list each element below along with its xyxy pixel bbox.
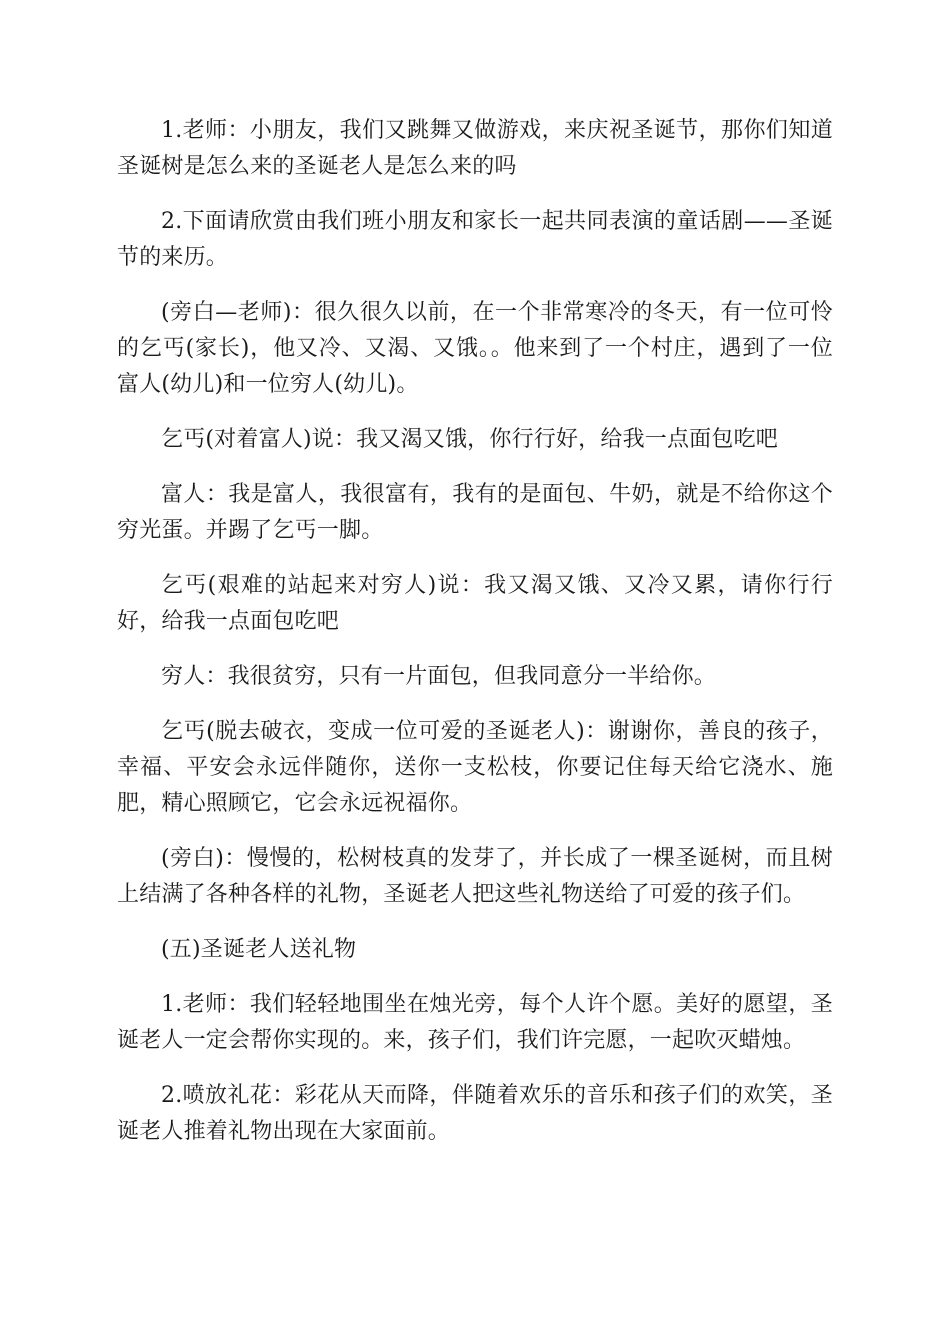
paragraph-play-intro: 2.下面请欣赏由我们班小朋友和家长一起共同表演的童话剧——圣诞节的来历。 (117, 209, 833, 270)
paragraph-rich-reply: 富人：我是富人，我很富有，我有的是面包、牛奶，就是不给你这个穷光蛋。并踢了乞丐一脚。 (117, 482, 833, 543)
section-heading-gifts: (五)圣诞老人送礼物 (161, 937, 357, 962)
paragraph-narration-opening: (旁白—老师)：很久很久以前，在一个非常寒冷的冬天，有一位可怜的乞丐(家长)，他又冷、又渴、又饿。。他来到了一个村庄，遇到了一位富人(幼儿)和一位穷人(幼儿)。 (117, 300, 833, 397)
paragraph-beggar-to-poor: 乞丐(艰难的站起来对穷人)说：我又渴又饿、又冷又累，请你行行好，给我一点面包吃吧 (117, 573, 833, 634)
paragraph-narration-tree: (旁白)：慢慢的，松树枝真的发芽了，并长成了一棵圣诞树，而且树上结满了各种各样的礼物，圣诞老人把这些礼物送给了可爱的孩子们。 (117, 846, 833, 907)
paragraph-teacher-question: 1.老师：小朋友，我们又跳舞又做游戏，来庆祝圣诞节，那你们知道圣诞树是怎么来的圣诞老人是怎么来的吗 (117, 118, 833, 179)
paragraph-beggar-to-rich: 乞丐(对着富人)说：我又渴又饿，你行行好，给我一点面包吃吧 (161, 427, 778, 452)
paragraph-santa-transform: 乞丐(脱去破衣，变成一位可爱的圣诞老人)：谢谢你，善良的孩子，幸福、平安会永远伴随你，送你一支松枝，你要记住每天给它浇水、施肥，精心照顾它，它会永远祝福你。 (117, 719, 833, 816)
paragraph-confetti: 2.喷放礼花：彩花从天而降，伴随着欢乐的音乐和孩子们的欢笑，圣诞老人推着礼物出现在大家面前。 (117, 1083, 833, 1144)
paragraph-candle-wish: 1.老师：我们轻轻地围坐在烛光旁，每个人许个愿。美好的愿望，圣诞老人一定会帮你实现的。来，孩子们，我们许完愿，一起吹灭蜡烛。 (117, 992, 833, 1053)
paragraph-poor-reply: 穷人：我很贫穷，只有一片面包，但我同意分一半给你。 (161, 664, 717, 689)
